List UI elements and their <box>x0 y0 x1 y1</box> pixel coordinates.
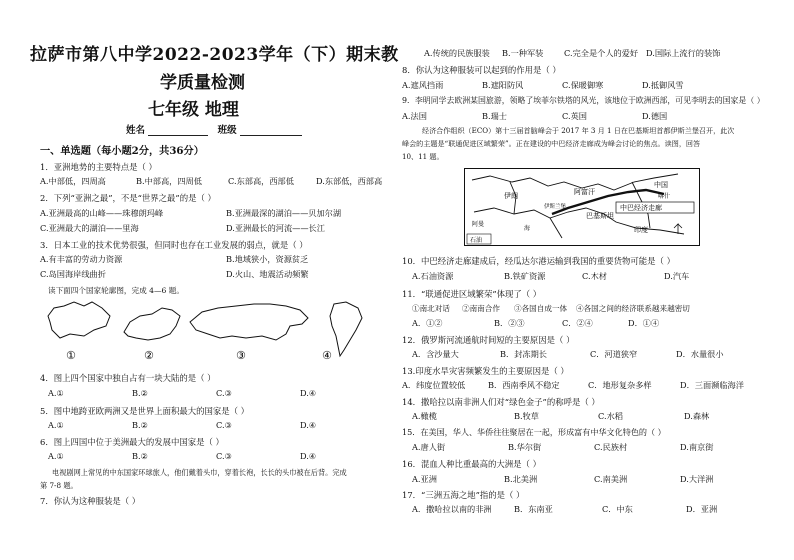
map-label-india: 印度 <box>634 226 648 234</box>
name-field[interactable] <box>148 135 208 136</box>
option-b[interactable]: B.② <box>132 420 148 430</box>
option-d[interactable]: D.汽车 <box>664 271 690 281</box>
option-b[interactable]: B.② <box>132 388 148 398</box>
section-title: 一、单选题（每小题2分，共36分） <box>40 145 204 157</box>
option-b[interactable]: B．封冻期长 <box>500 349 547 359</box>
option-d[interactable]: D．亚洲 <box>686 504 718 514</box>
option-a[interactable]: A.唐人街 <box>412 442 446 452</box>
option-c[interactable]: C.水稻 <box>598 411 623 421</box>
question-stem: 12．俄罗斯河流通航时间短的主要原因是（ ） <box>402 335 575 345</box>
option-a[interactable]: A.遮风挡雨 <box>402 80 444 90</box>
map-label-pakistan: 巴基斯坦 <box>586 212 614 220</box>
map-label: ④ <box>322 349 332 362</box>
question-stem: 4．图上四个国家中独自占有一块大陆的是（ ） <box>40 373 216 383</box>
option-a[interactable]: A.中部低，四周高 <box>40 176 106 186</box>
option-c[interactable]: C.③ <box>216 451 232 461</box>
exam-subject: 七年级 地理 <box>148 100 239 120</box>
option-d[interactable]: D.火山、地震活动频繁 <box>226 269 309 279</box>
passage-10-11-line3: 10、11 题。 <box>402 152 444 161</box>
statement-2: ②南南合作 <box>462 304 500 313</box>
map-label: ② <box>144 349 154 362</box>
question-stem: 2．下列“亚洲之最”，不是“世界之最”的是（ ） <box>40 193 216 203</box>
country-outlines-figure <box>40 296 370 362</box>
option-b[interactable]: B.② <box>132 451 148 461</box>
option-d[interactable]: D.大洋洲 <box>680 474 714 484</box>
option-b[interactable]: B.中部高，四周低 <box>136 176 202 186</box>
question-stem: 16．混血人种比重最高的大洲是（ ） <box>402 459 541 469</box>
statement-3: ③各国自成一体 <box>514 304 568 313</box>
option-c[interactable]: C.保暖御寒 <box>562 80 604 90</box>
option-a[interactable]: A.亚洲最高的山峰——珠穆朗玛峰 <box>40 208 164 218</box>
option-c[interactable]: C.亚洲最大的湖泊——里海 <box>40 223 139 233</box>
option-b[interactable]: B.遮阳防风 <box>482 80 524 90</box>
option-a[interactable]: A.石油资源 <box>412 271 454 281</box>
option-a[interactable]: A．纬度位置较低 <box>402 380 466 390</box>
option-a[interactable]: A．撒哈拉以南的非洲 <box>412 504 492 514</box>
country-outline-1 <box>48 302 110 338</box>
option-c[interactable]: C.完全是个人的爱好 <box>564 48 639 58</box>
option-d[interactable]: D．水量很小 <box>676 349 724 359</box>
option-c[interactable]: C．②④ <box>562 318 593 328</box>
option-c[interactable]: C.民族村 <box>594 442 628 452</box>
option-b[interactable]: B．②③ <box>494 318 525 328</box>
option-a[interactable]: A.① <box>48 451 64 461</box>
option-d[interactable]: D．①④ <box>628 318 660 328</box>
option-d[interactable]: D.亚洲最长的河流——长江 <box>226 223 325 233</box>
class-label: 班级 <box>217 125 237 136</box>
map-label-china: 中国 <box>654 181 668 189</box>
option-b[interactable]: B．西南季风不稳定 <box>488 380 560 390</box>
option-a[interactable]: A.法国 <box>402 111 427 121</box>
option-b[interactable]: B.一种军装 <box>502 48 544 58</box>
option-c[interactable]: C.东部高，西部低 <box>228 176 294 186</box>
option-a[interactable]: A.橄榄 <box>412 411 437 421</box>
country-outline-4 <box>330 302 362 356</box>
question-stem: 10．中巴经济走廊建成后，经瓜达尔港运输到我国的重要货物可能是（ ） <box>402 256 675 266</box>
option-d[interactable]: D.④ <box>300 451 317 461</box>
option-c[interactable]: C.③ <box>216 420 232 430</box>
exam-title-line1: 拉萨市第八中学2022-2023学年（下）期末教 <box>30 45 399 65</box>
option-a[interactable]: A.① <box>48 388 64 398</box>
passage-10-11-line2: 峰会的主题是“联通促进区域繁荣”。正在建设的中巴经济走廊成为峰会讨论的焦点。读图，回答 <box>402 139 701 148</box>
map-label-afghanistan: 阿富汗 <box>574 188 595 196</box>
map-label-corridor: 中巴经济走廊 <box>620 204 662 212</box>
option-c[interactable]: C.木材 <box>582 271 607 281</box>
question-stem: 14．撒哈拉以南非洲人们对“绿色金子”的称呼是（ ） <box>402 397 600 407</box>
question-stem: 17．“三洲五海之地”指的是（ ） <box>402 490 525 500</box>
passage-7-8-line1: 电视剧网上常见的中东国家环球旅人，他们戴着头巾，穿着长袍，长长的头巾被在后背。完成 <box>52 468 347 477</box>
option-d[interactable]: D.国际上流行的装饰 <box>646 48 721 58</box>
option-a[interactable]: A.有丰富的劳动力资源 <box>40 254 123 264</box>
option-a[interactable]: A.亚洲 <box>412 474 437 484</box>
question-stem: 6．图上四国中位于美洲最大的发展中国家是（ ） <box>40 437 224 447</box>
question-stem: 8．你认为这种服装可以起到的作用是（ ） <box>402 65 561 75</box>
map-legend-oil: 石油 <box>470 237 483 244</box>
passage-7-8-line2: 第 7-8 题。 <box>40 481 78 490</box>
country-outline-3 <box>190 304 308 340</box>
option-b[interactable]: B.瑞士 <box>482 111 507 121</box>
option-d[interactable]: D.森林 <box>684 411 710 421</box>
option-b[interactable]: B.牧草 <box>514 411 539 421</box>
option-d[interactable]: D.东部低，西部高 <box>316 176 383 186</box>
option-d[interactable]: D.南京街 <box>680 442 714 452</box>
map-label-islamabad: 伊斯兰堡 <box>544 204 567 210</box>
option-b[interactable]: B.亚洲最深的湖泊——贝加尔湖 <box>226 208 342 218</box>
option-d[interactable]: D.德国 <box>642 111 668 121</box>
option-b[interactable]: B．东南亚 <box>514 504 553 514</box>
option-d[interactable]: D.④ <box>300 420 317 430</box>
map-label: ③ <box>236 349 246 362</box>
map-label-oman: 阿曼 <box>472 221 485 228</box>
option-b[interactable]: B.地域狭小，资源贫乏 <box>226 254 309 264</box>
option-b[interactable]: B.铁矿资源 <box>504 271 546 281</box>
option-c[interactable]: C.岛国海岸线曲折 <box>40 269 106 279</box>
option-a[interactable]: A.传统的民族服装 <box>424 48 490 58</box>
option-b[interactable]: B.华尔街 <box>508 442 542 452</box>
option-d[interactable]: D.④ <box>300 388 317 398</box>
map-intro: 读下面四个国家轮廓图，完成 4—6 题。 <box>48 286 184 295</box>
class-field[interactable] <box>240 135 302 136</box>
map-label-sea: 海 <box>524 225 531 232</box>
map-label-iran: 伊朗 <box>504 192 518 200</box>
option-d[interactable]: D.抵御风雪 <box>642 80 684 90</box>
option-c[interactable]: C.英国 <box>562 111 587 121</box>
question-stem: 3．日本工业的技术优势很强，但同时也存在工业发展的弱点，就是（ ） <box>40 240 308 250</box>
country-outline-2 <box>124 308 180 340</box>
question-stem: 9．李明同学去欧洲某国旅游，领略了埃菲尔铁塔的风光，该地位于欧洲西部，可见李明去的国家是（ ） <box>402 96 765 105</box>
name-class-line <box>126 122 302 136</box>
option-c[interactable]: C．地形复杂多样 <box>588 380 652 390</box>
question-stem: 13.印度水旱灾害频繁发生的主要原因是（ ） <box>402 366 569 376</box>
option-a[interactable]: A．①② <box>412 318 443 328</box>
option-a[interactable]: A.① <box>48 420 64 430</box>
option-c[interactable]: C．河道狭窄 <box>590 349 638 359</box>
question-stem: 11．“联通促进区域繁荣”体现了（ ） <box>402 289 542 299</box>
name-label: 姓名 <box>126 125 146 136</box>
exam-title-line2: 学质量检测 <box>160 73 245 93</box>
question-stem: 5．图中地跨亚欧两洲又是世界上面积最大的国家是（ ） <box>40 406 249 416</box>
statement-1: ①南北对话 <box>412 304 450 313</box>
question-stem: 15．在美国，华人、华侨往往聚居在一起，形成富有中华文化特色的（ ） <box>402 427 666 437</box>
question-stem: 7．你认为这种服装是（ ） <box>40 496 141 506</box>
map-label-kashgar: 喀什 <box>658 193 671 200</box>
statement-4: ④各国之间的经济联系越来越密切 <box>576 304 690 313</box>
question-stem: 1．亚洲地势的主要特点是（ ） <box>40 162 157 172</box>
passage-10-11-line1: 经济合作组织（ECO）第十三届首脑峰会于 2017 年 3 月 1 日在巴基斯坦首都伊斯兰堡召开，此次 <box>422 126 735 135</box>
cpec-map <box>464 168 700 246</box>
option-a[interactable]: A．含沙量大 <box>412 349 459 359</box>
option-d[interactable]: D．三面濒临海洋 <box>680 380 744 390</box>
map-label: ① <box>66 349 76 362</box>
option-c[interactable]: C.南美洲 <box>594 474 628 484</box>
option-c[interactable]: C.③ <box>216 388 232 398</box>
option-b[interactable]: B.北美洲 <box>504 474 538 484</box>
option-c[interactable]: C．中东 <box>602 504 633 514</box>
